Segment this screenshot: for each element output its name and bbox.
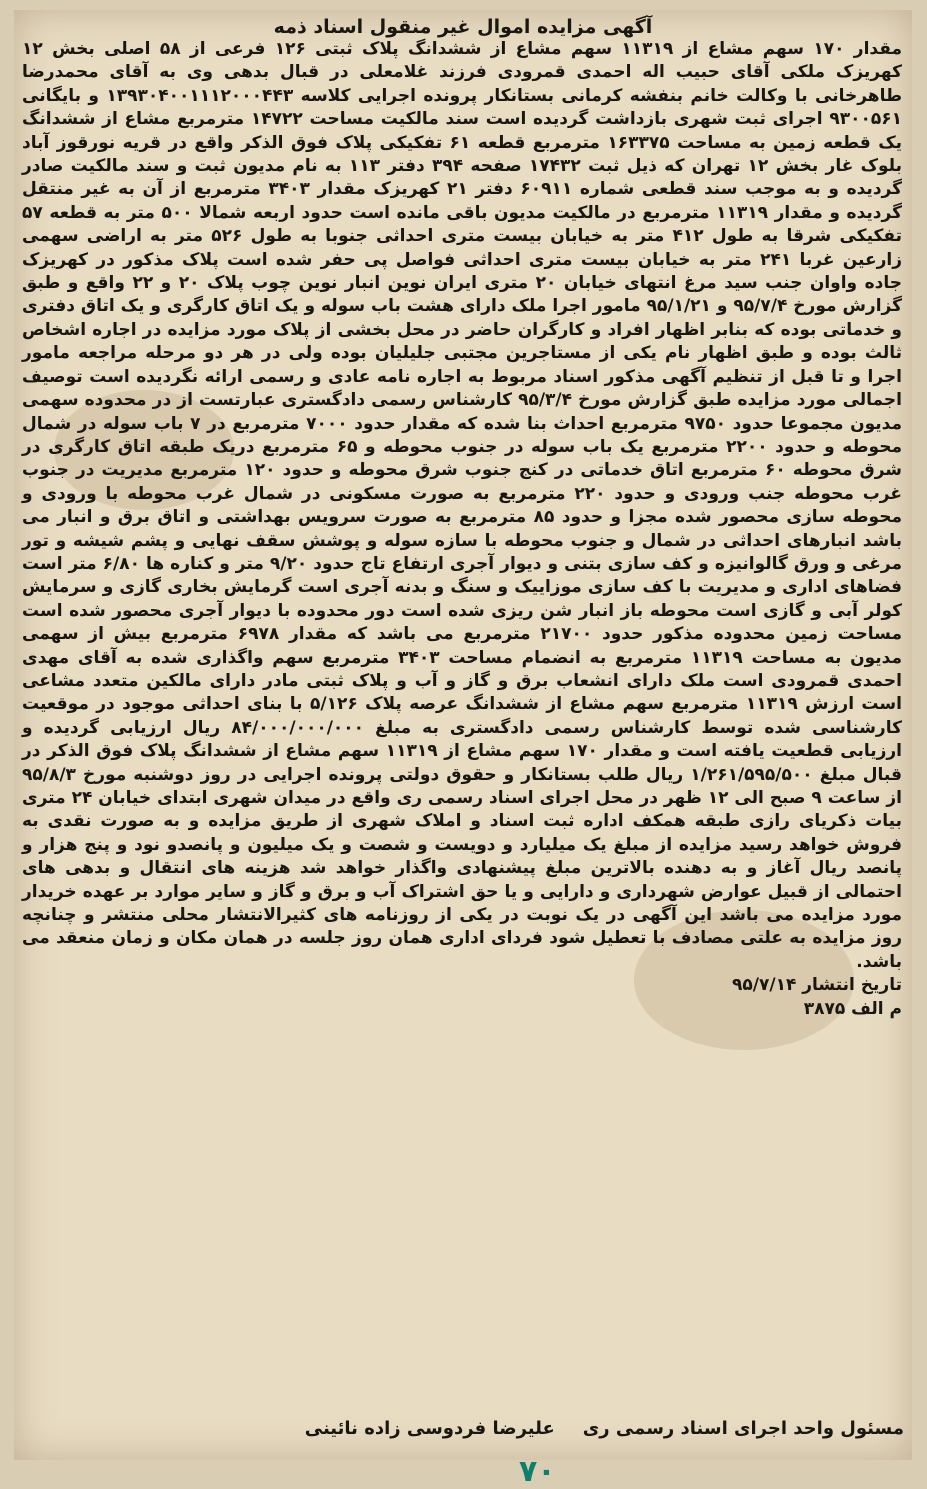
signature-name: علیرضا فردوسی زاده نائینی [304,1418,555,1439]
notice-body: مقدار ۱۷۰ سهم مشاع از ۱۱۳۱۹ سهم مشاع از ششدانگ پلاک ثبتی ۱۲۶ فرعی از ۵۸ اصلی بخش ۱۲ کهریزک ملکی آقای حبیب اله احمدی قمرودی فرزند غلامعلی در قبال بدهی وی به آقای محمدرضا طاهرخانی با وکالت خانم بنفشه کرمانی بستانکار پرونده اجرایی کلاسه ۱۳۹۳۰۴۰۰۱۱۱۲۰۰۰۴۴۳ و بایگانی ۹۳۰۰۵۶۱ اجرای ثبت شهری بازداشت گردیده است سند مالکیت مساحت ۱۴۷۲۲ مترمربع مشاع از ششدانگ یک قطعه زمین به مساحت ۱۶۳۳۷۵ مترمربع قطعه ۶۱ تفکیکی پلاک فوق الذکر واقع در قریه نورقوز آباد بلوک غار بخش ۱۲ تهران که ذیل ثبت ۱۷۴۳۲ صفحه ۳۹۴ دفتر ۱۱۳ به نام مدیون ثبت و سند مالکیت صادر گردیده و به موجب سند قطعی شماره ۶۰۹۱۱ دفتر ۲۱ کهریزک مقدار ۳۴۰۳ مترمربع از آن به غیر منتقل گردیده و مقدار ۱۱۳۱۹ مترمربع در مالکیت مدیون باقی مانده است حدود اربعه شمالا ۵۰۰ متر به قطعه ۵۷ تفکیکی شرقا به طول ۴۱۲ متر به خیابان بیست متری احداثی جنوبا به طول ۵۲۶ متر به اراضی سهمی زارعین غربا ۲۴۱ متر به خیابان بیست متری احداثی فواصل پی حفر شده است پلاک مذکور در کهریزک جاده واوان جنب سید مرغ انتهای خیابان ۲۰ متری ایران نوین انبار نوین چوب پلاک ۲۰ و ۲۲ واقع و طبق گزارش مورخ ۹۵/۷/۴ و ۹۵/۱/۲۱ مامور اجرا ملک دارای هشت باب سوله و یک اتاق کارگری و یک اتاق دفتری و خدماتی بوده که بنابر اظهار افراد و کارگران حاضر در محل بخشی از پلاک مورد مزایده در اجاره اشخاص ثالث بوده و طبق اظهار نام یکی از مستاجرین مجتبی جلیلیان بوده ولی در هر دو مرحله مراجعه مامور اجرا و تا قبل از تنظیم آگهی مذکور اسناد مربوط به اجاره نامه عادی و رسمی ارائه نگردیده است توصیف اجمالی مورد مزایده طبق گزارش مورخ ۹۵/۳/۴ کارشناس رسمی دادگستری عبارتست از در محدوده سهمی مدیون مجموعا حدود ۹۷۵۰ مترمربع احداث بنا شده که مقدار حدود ۷۰۰۰ مترمربع در ۷ باب سوله در شمال محوطه و حدود ۲۲۰۰ مترمربع یک باب سوله در جنوب محوطه و ۶۵ مترمربع دریک طبقه اتاق کارگری در شرق محوطه ۶۰ مترمربع اتاق خدماتی در کنج جنوب شرق محوطه و حدود ۱۲۰ مترمربع مدیریت در جنوب غرب محوطه جنب ورودی و حدود ۲۲۰ مترمربع به صورت مسکونی در شمال غرب محوطه با ورودی و محوطه سازی محصور شده مجزا و حدود ۸۵ مترمربع به صورت سرویس بهداشتی و اتاق برق و انبار می باشد انبارهای احداثی در شمال و جنوب محوطه با سازه سوله و پوشش سقف نهایی و پشم شیشه و تور مرغی و ورق گالوانیزه و کف سازی بتنی و دیوار آجری ارتفاع تاج حدود ۹/۲۰ متر و کناره ها ۶/۸۰ متر است فضاهای اداری و مدیریت با کف سازی موزاییک و سنگ و بدنه آجری است گرمایش بخاری گازی و سرمایش کولر آبی و گازی است محوطه باز انبار شن ریزی شده است دور محدوده با دیوار آجری محصور شده است مساحت زمین محدوده مذکور حدود ۲۱۷۰۰ مترمربع می باشد که مقدار ۶۹۷۸ مترمربع بیش از سهمی مدیون به مساحت ۱۱۳۱۹ مترمربع به انضمام مساحت ۳۴۰۳ مترمربع سهم واگذاری شده به آقای مهدی احمدی قمرودی است ملک دارای انشعاب برق و گاز و آب و پلاک ثبتی مادر دارای مالکین متعدد مشاعی است ارزش ۱۱۳۱۹ مترمربع سهم مشاع از ششدانگ عرصه پلاک ۵/۱۲۶ با بنای احداثی موجود در موقعیت کارشناسی شده توسط کارشناس رسمی دادگستری به مبلغ ۸۴/۰۰۰/۰۰۰/۰۰۰ ریال ارزیابی گردیده و ارزیابی قطعیت یافته است و مقدار ۱۷۰ سهم مشاع از ۱۱۳۱۹ سهم مشاع از ششدانگ پلاک فوق الذکر در قبال مبلغ ۱/۲۶۱/۵۹۵/۵۰۰ ریال طلب بستانکار و حقوق دولتی پرونده اجرایی در روز دوشنبه مورخ ۹۵/۸/۳ از ساعت ۹ صبح الی ۱۲ ظهر در محل اجرای اسناد رسمی ری واقع در میدان شهری ابتدای خیابان ۲۴ متری بیات ذکریای رازی طبقه همکف اداره ثبت اسناد و املاک شهری از طریق مزایده و به صورت نقدی به فروش خواهد رسید مزایده از مبلغ یک میلیارد و دویست و شصت و یک میلیون و پانصدو نود و پنج هزار و پانصد ریال آغاز و به دهنده بالاترین مبلغ پیشنهادی واگذار خواهد شد هزینه های انتقال و بدهی های احتمالی از قبیل عوارض شهرداری و دارایی و یا حق اشتراک آب و برق و گاز و سایر موارد بر عهده خریدار مورد مزایده می باشد این آگهی در یک نوبت در یکی از روزنامه های کثیرالانتشار محلی منتشر و چنانچه روز مزایده به علتی مصادف با تعطیل شود فردای اداری همان روز جلسه در همان مکان و زمان منعقد می باشد. [22,39,903,972]
newspaper-clipping [14,10,912,1489]
reference-code: م الف ۳۸۷۵ [803,998,902,1019]
signature-role: مسئول واحد اجرای اسناد رسمی ری [582,1418,904,1439]
handwritten-mark: ۷۰ [519,1454,556,1489]
publish-date: تاریخ انتشار ۹۵/۷/۱۴ [732,975,902,996]
notice-title: آگهی مزایده اموال غیر منقول اسناد ذمه [273,16,653,38]
notice-content [22,38,902,1021]
signature-block [44,1418,904,1439]
